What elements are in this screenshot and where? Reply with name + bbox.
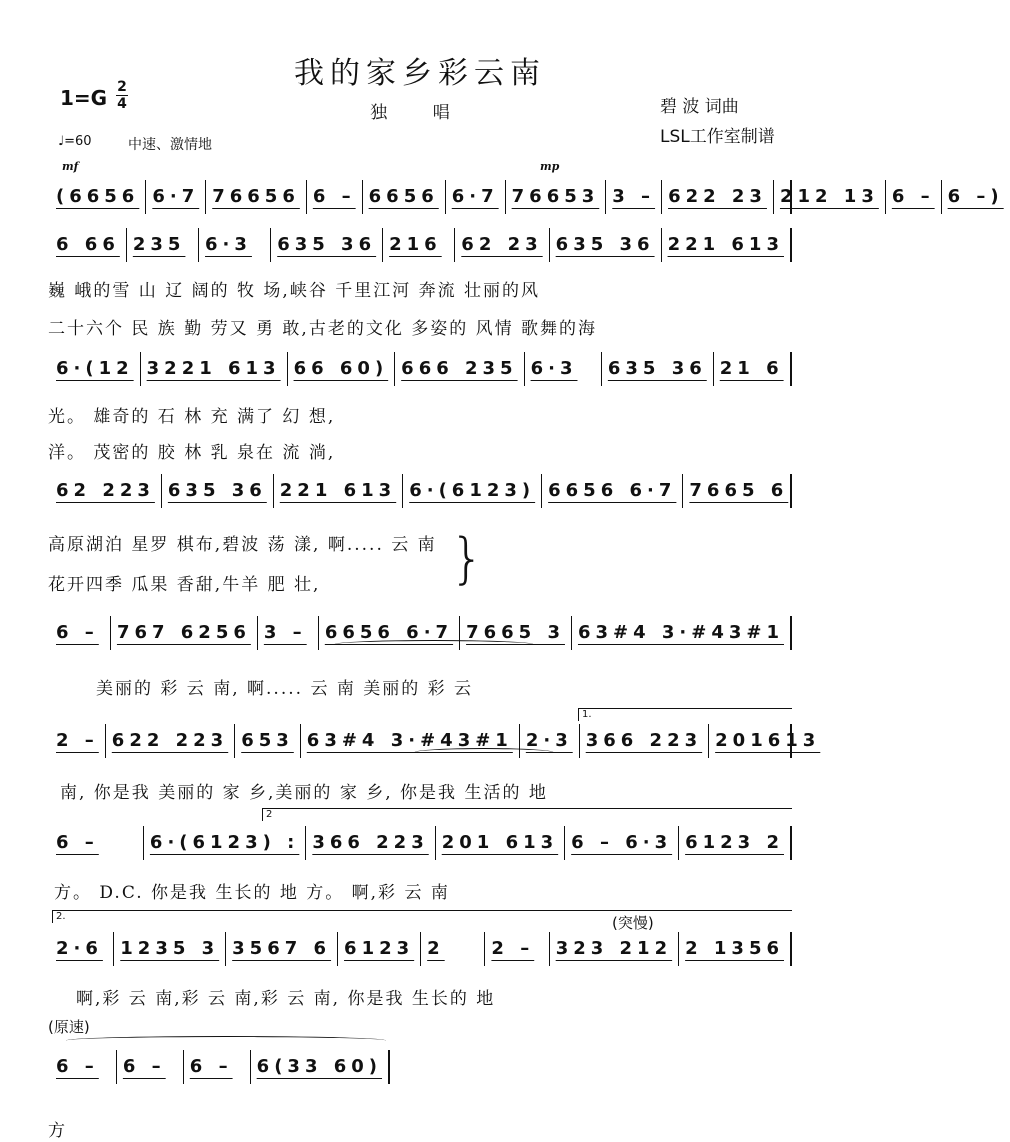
measure: 2 – <box>56 730 99 751</box>
measure: 212 13 <box>773 180 885 214</box>
measure: 6656 <box>362 180 445 214</box>
measure: 7665 3 <box>459 616 571 650</box>
measure: 201 613 <box>435 826 564 860</box>
time-signature-bottom: 4 <box>117 96 127 112</box>
slur <box>334 640 534 649</box>
measure: 635 36 <box>601 352 713 386</box>
measure: 6 – <box>116 1050 183 1084</box>
measure: 235 <box>126 228 198 262</box>
measure: 6·7 <box>445 180 505 214</box>
measure: 6 – <box>183 1050 250 1084</box>
measure: 6·(6123) : <box>143 826 305 860</box>
slow-marking: (突慢) <box>612 914 654 932</box>
measure: 3567 6 <box>225 932 337 966</box>
measure: 6 – <box>885 180 941 214</box>
measure: 635 36 <box>270 228 382 262</box>
measure: 1235 3 <box>113 932 225 966</box>
measure: 6·(12 <box>56 358 134 379</box>
measure: 366 223 <box>579 724 708 758</box>
slur <box>414 748 554 757</box>
measure: 6 – <box>56 1056 99 1077</box>
measure: 76656 <box>205 180 306 214</box>
verse-brace: } <box>450 527 485 590</box>
lyrics-verse-1: 巍 峨的雪 山 辽 阔的 牧 场,峡谷 千里江河 奔流 壮丽的风 <box>48 281 541 301</box>
measure: 3221 613 <box>140 352 287 386</box>
measure: 767 6256 <box>110 616 257 650</box>
staff-system-2 <box>50 228 792 262</box>
volta-bracket-2: 2 <box>262 808 792 821</box>
measure: 6 66 <box>56 234 120 255</box>
measure: 221 613 <box>273 474 402 508</box>
measure: 216 <box>382 228 454 262</box>
measure: 6 – <box>56 622 99 643</box>
measure: 6656 6·7 <box>318 616 459 650</box>
dynamic-mf: mf <box>62 160 79 173</box>
measure: 366 223 <box>305 826 434 860</box>
measure: 3 – <box>605 180 661 214</box>
measure: 635 36 <box>161 474 273 508</box>
staff-system-4 <box>50 474 792 508</box>
measure: 201613 <box>708 724 826 758</box>
volta-bracket-1: 1. <box>578 708 792 721</box>
measure: 6656 6·7 <box>541 474 682 508</box>
lyrics-verse-1: 光。 雄奇的 石 林 充 满了 幻 想, <box>48 407 336 427</box>
measure: 76653 <box>505 180 606 214</box>
measure: (6656 <box>56 186 140 207</box>
dynamic-mp: mp <box>540 160 560 173</box>
lyrics-verse-1: 高原湖泊 星罗 棋布,碧波 荡 漾, 啊..... 云 南 <box>48 535 437 555</box>
staff-system-1 <box>50 180 1004 214</box>
volta-bracket-3: 2. <box>52 910 792 923</box>
measure: 6123 2 <box>678 826 790 860</box>
lyrics-line: 美丽的 彩 云 南, 啊..... 云 南 美丽的 彩 云 <box>96 679 474 699</box>
measure: 7665 6 <box>682 474 794 508</box>
lyrics-line: 啊,彩 云 南,彩 云 南,彩 云 南, 你是我 生长的 地 <box>76 989 496 1009</box>
tempo-primo-marking: (原速) <box>48 1018 90 1036</box>
staff-system-3 <box>50 352 792 386</box>
staff-system-8 <box>50 932 792 966</box>
measure: 6·7 <box>145 180 205 214</box>
measure: 323 212 <box>549 932 678 966</box>
measure: 2 <box>420 932 484 966</box>
measure: 2 – <box>484 932 548 966</box>
measure: 63#4 3·#43#1 <box>571 616 790 650</box>
measure: 66 60) <box>287 352 395 386</box>
performance-type: 独 唱 <box>370 103 470 123</box>
measure: 653 <box>234 724 300 758</box>
slur <box>66 1036 386 1045</box>
measure: 62 223 <box>56 480 155 501</box>
lyrics-verse-2: 二十六个 民 族 勤 劳又 勇 敢,古老的文化 多姿的 风情 歌舞的海 <box>48 319 598 339</box>
staff-system-7 <box>50 826 792 860</box>
measure: 6·(6123) <box>402 474 541 508</box>
measure: 6·3 <box>524 352 601 386</box>
measure: 6(33 60) <box>250 1050 388 1084</box>
measure: 622 223 <box>105 724 234 758</box>
measure: 221 613 <box>661 228 790 262</box>
lyrics-line: 方。 D.C. 你是我 生长的 地 方。 啊,彩 云 南 <box>54 883 450 903</box>
measure: 6 – 6·3 <box>564 826 678 860</box>
measure: 635 36 <box>549 228 661 262</box>
credit-studio: LSL工作室制谱 <box>660 127 775 147</box>
tempo-marking: ♩=60 <box>58 134 92 149</box>
lyrics-verse-2: 洋。 茂密的 胶 林 乳 泉在 流 淌, <box>48 443 336 463</box>
lyrics-line: 方 <box>48 1121 67 1141</box>
measure: 6 – <box>306 180 362 214</box>
measure: 6·3 <box>198 228 270 262</box>
page-title: 我的家乡彩云南 <box>294 56 546 91</box>
measure: 6 –) <box>941 180 1010 214</box>
credit-author: 碧 波 词曲 <box>660 97 739 117</box>
measure: 622 23 <box>661 180 773 214</box>
lyrics-verse-2: 花开四季 瓜果 香甜,牛羊 肥 壮, <box>48 575 321 595</box>
measure: 21 6 <box>713 352 790 386</box>
measure: 666 235 <box>394 352 523 386</box>
lyrics-line: 南, 你是我 美丽的 家 乡,美丽的 家 乡, 你是我 生活的 地 <box>60 783 548 803</box>
time-signature-top: 2 <box>117 79 127 95</box>
measure: 2 1356 <box>678 932 790 966</box>
measure: 6123 <box>337 932 420 966</box>
time-signature <box>116 80 128 111</box>
measure: 3 – <box>257 616 318 650</box>
key-signature: 1=G <box>60 86 108 110</box>
measure: 2·3 <box>519 724 579 758</box>
measure: 62 23 <box>454 228 548 262</box>
measure: 2·6 <box>56 938 103 959</box>
style-marking: 中速、激情地 <box>128 137 212 153</box>
measure: 6 – <box>56 832 99 853</box>
staff-system-9 <box>50 1050 390 1084</box>
measure: 63#4 3·#43#1 <box>300 724 519 758</box>
